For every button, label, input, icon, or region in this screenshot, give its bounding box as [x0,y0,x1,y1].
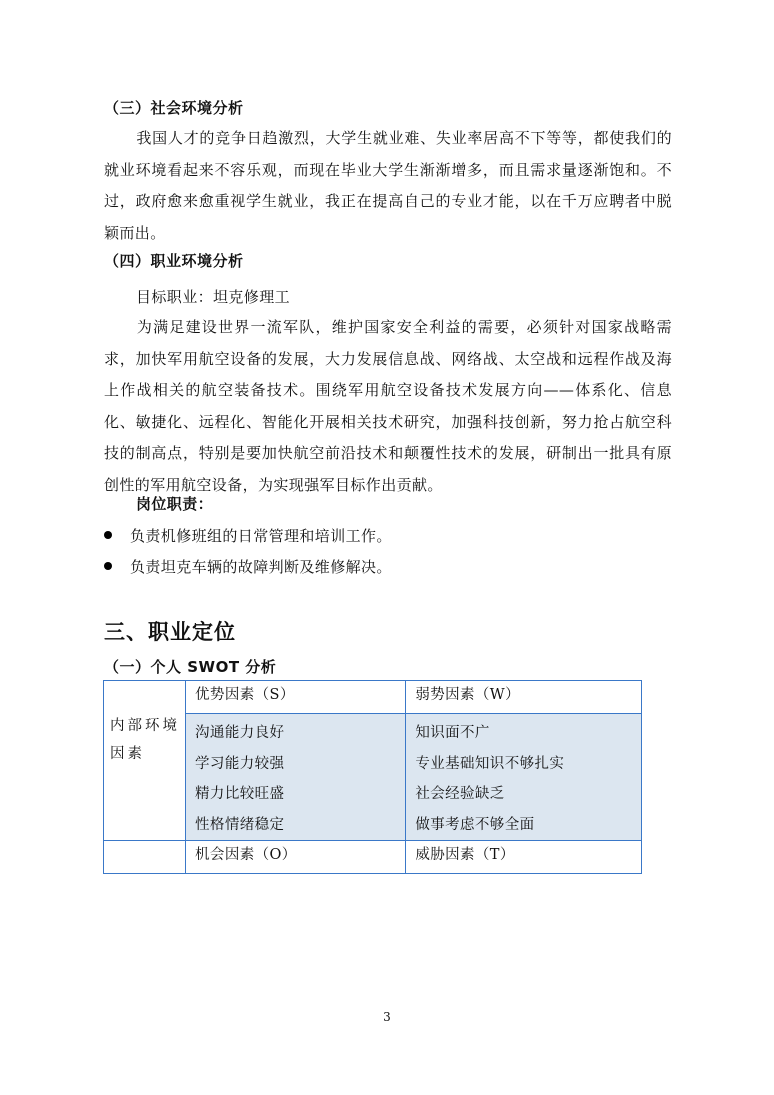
internal-label: 内部环境因素 [110,718,180,762]
weakness-item: 知识面不广 [415,725,490,741]
page-number: 3 [383,1010,391,1024]
strength-item: 精力比较旺盛 [195,786,285,802]
social-env-heading: （三）社会环境分析 [104,99,244,117]
weakness-header: 弱势因素（W） [406,681,642,714]
swot-heading: （一）个人 SWOT 分析 [104,658,277,676]
target-job: 目标职业：坦克修理工 [136,288,291,306]
weakness-item: 专业基础知识不够扎实 [415,755,565,772]
weaknesses-cell [406,714,642,841]
duty-item [104,556,392,577]
bullet-icon [104,562,112,570]
duty-text: 负责坦克车辆的故障判断及维修解决。 [130,558,392,576]
swot-table [103,680,642,874]
internal-factor-cell [104,681,186,841]
bullet-icon [104,531,112,539]
table-row [104,841,642,874]
weakness-item: 社会经验缺乏 [415,786,505,802]
strength-item: 学习能力较强 [195,755,285,772]
section-title: 三、职业定位 [104,620,236,644]
social-env-paragraph [104,123,672,249]
duties-heading: 岗位职责： [136,495,214,513]
external-factor-cell [104,841,186,874]
career-env-paragraph [104,312,672,501]
duty-item [104,525,392,546]
career-env-text: 为满足建设世界一流军队，维护国家安全利益的需要，必须针对国家战略需求，加快军用航空设备的发展，大力发展信息战、网络战、太空战和远程作战及海上作战相关的航空装备技术。围绕军用航空设备技术发展方向——体系化、信息化、敏捷化、远程化、智能化开展相关技术研究，加强科技创新，努力抢占航空科技的制高点，特别是要加快航空前沿技术和颠覆性技术的发展，研制出一批具有原创性的军用航空设备，为实现强军目标作出贡献。 [104,318,672,494]
strength-item: 沟通能力良好 [195,725,285,741]
table-row [104,681,642,714]
threat-header: 威胁因素（T） [406,841,642,874]
strength-header: 优势因素（S） [186,681,406,714]
weakness-item: 做事考虑不够全面 [415,816,535,833]
career-env-heading: （四）职业环境分析 [104,252,244,270]
strength-item: 性格情绪稳定 [195,816,285,833]
duty-text: 负责机修班组的日常管理和培训工作。 [130,527,392,545]
social-env-text: 我国人才的竞争日趋激烈，大学生就业难、失业率居高不下等等，都使我们的就业环境看起来不容乐观，而现在毕业大学生渐渐增多，而且需求量逐渐饱和。不过，政府愈来愈重视学生就业，我正在提高自己的专业才能，以在千万应聘者中脱颖而出。 [104,129,672,242]
opportunity-header: 机会因素（O） [186,841,406,874]
strengths-cell [186,714,406,841]
